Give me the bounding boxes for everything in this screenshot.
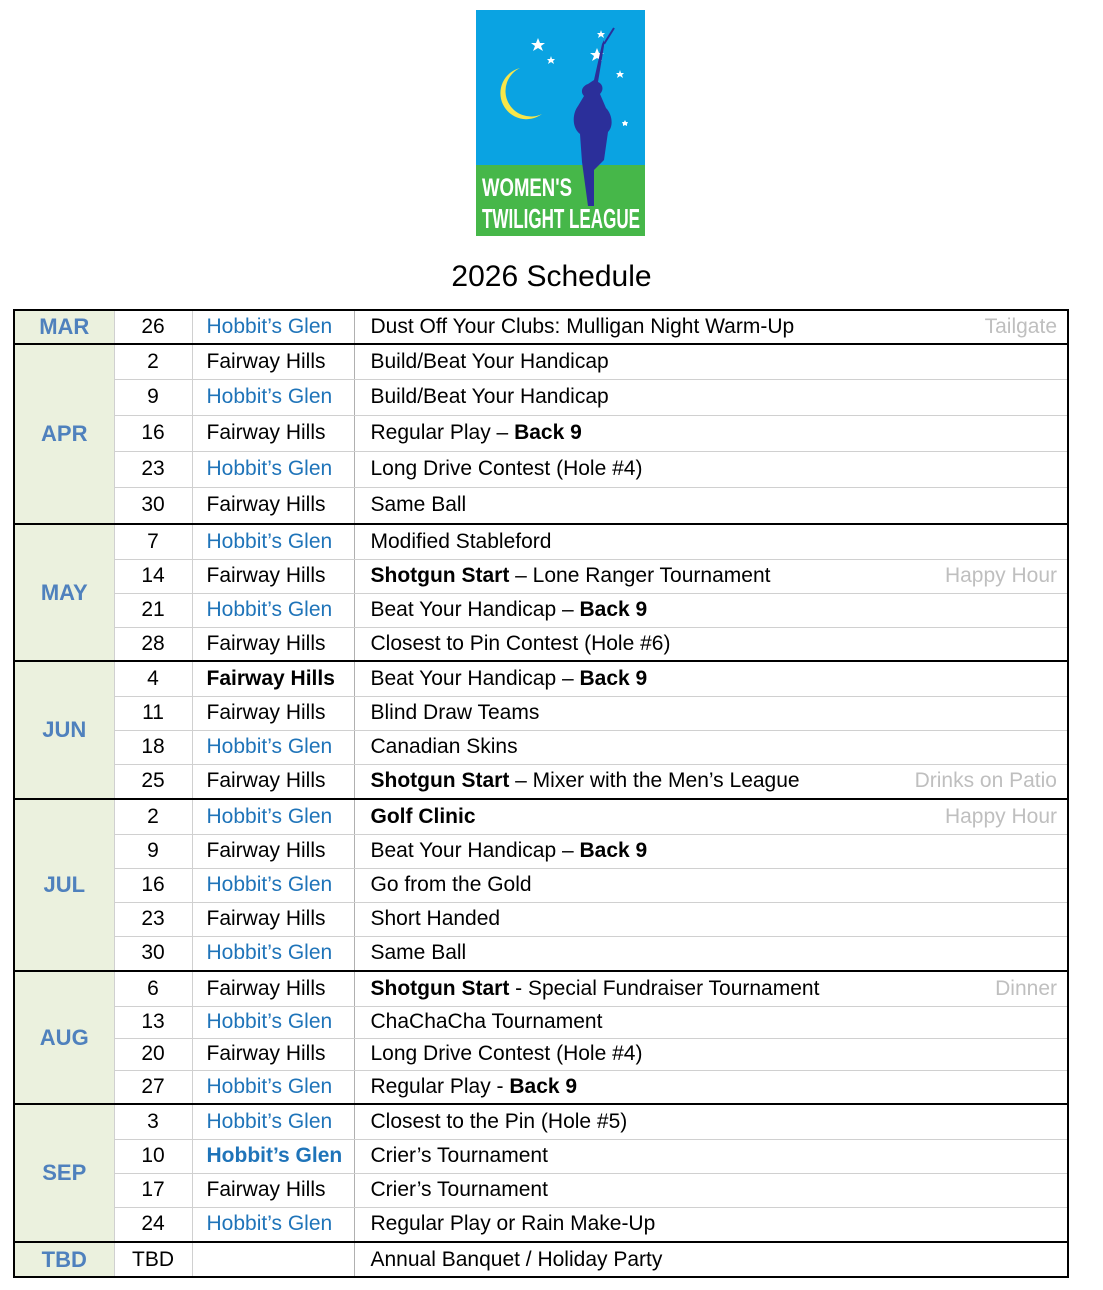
course-cell: Fairway Hills <box>192 344 354 379</box>
schedule-row <box>14 730 1068 764</box>
event-cell <box>354 487 1068 524</box>
event-text: Crier’s Tournament <box>370 1144 548 1167</box>
schedule-row <box>14 696 1068 730</box>
month-label: TBD <box>14 1242 114 1277</box>
schedule-row <box>14 559 1068 593</box>
course-cell: Hobbit’s Glen <box>192 868 354 902</box>
event-text: Short Handed <box>370 907 501 930</box>
event-cell <box>354 524 1068 559</box>
social-note: Happy Hour <box>944 804 1057 828</box>
course-cell: Hobbit’s Glen <box>192 379 354 415</box>
schedule-row <box>14 834 1068 868</box>
event-text: Same Ball <box>370 941 467 965</box>
course-cell: Hobbit’s Glen <box>192 1139 354 1173</box>
event-text: Closest to the Pin (Hole #5) <box>370 1109 628 1133</box>
course-cell: Hobbit’s Glen <box>192 730 354 764</box>
event-text: Beat Your Handicap – <box>370 839 580 862</box>
day-cell: 18 <box>114 730 192 764</box>
month-label: JUL <box>14 799 114 971</box>
course-cell: Fairway Hills <box>192 902 354 936</box>
event-text: Regular Play - <box>370 1074 510 1098</box>
league-logo <box>476 10 645 236</box>
day-cell: 30 <box>114 936 192 971</box>
event-text: Modified Stableford <box>370 529 552 553</box>
event-cell <box>354 971 1068 1006</box>
course-cell: Fairway Hills <box>192 696 354 730</box>
event-text: Blind Draw Teams <box>370 701 540 724</box>
schedule-row <box>14 868 1068 902</box>
day-cell: 3 <box>114 1104 192 1139</box>
logo-text-line1: WOMEN'S <box>482 174 572 202</box>
event-cell <box>354 1139 1068 1173</box>
event-text-bold: Back 9 <box>509 1074 578 1098</box>
event-text-bold: Back 9 <box>579 839 648 862</box>
event-cell <box>354 379 1068 415</box>
course-cell: Hobbit’s Glen <box>192 936 354 971</box>
event-text: - Special Fundraiser Tournament <box>509 976 820 1000</box>
event-cell <box>354 936 1068 971</box>
day-cell: 26 <box>114 310 192 344</box>
event-text-bold: Back 9 <box>514 421 582 444</box>
event-text: Build/Beat Your Handicap <box>370 349 609 373</box>
schedule-row <box>14 344 1068 379</box>
event-cell <box>354 661 1068 696</box>
course-cell: Hobbit’s Glen <box>192 1070 354 1104</box>
day-cell: 6 <box>114 971 192 1006</box>
course-cell: Hobbit’s Glen <box>192 1207 354 1242</box>
day-cell: 17 <box>114 1173 192 1207</box>
logo-text-line2: TWILIGHT LEAGUE <box>482 203 640 234</box>
course-cell: Fairway Hills <box>192 415 354 451</box>
course-cell: Fairway Hills <box>192 834 354 868</box>
schedule-row <box>14 799 1068 834</box>
event-text: Crier’s Tournament <box>370 1178 548 1201</box>
event-text: – Mixer with the Men’s League <box>509 769 800 793</box>
schedule-row <box>14 627 1068 661</box>
event-text-bold: Shotgun Start <box>370 769 510 793</box>
day-cell: 30 <box>114 487 192 524</box>
day-cell: TBD <box>114 1242 192 1277</box>
course-cell: Hobbit’s Glen <box>192 451 354 487</box>
course-cell: Hobbit’s Glen <box>192 310 354 344</box>
day-cell: 9 <box>114 379 192 415</box>
schedule-row <box>14 1139 1068 1173</box>
event-cell <box>354 559 1068 593</box>
social-note: Tailgate <box>984 315 1057 338</box>
social-note: Dinner <box>995 976 1057 1000</box>
event-text-bold: Shotgun Start <box>370 564 510 587</box>
course-cell: Hobbit’s Glen <box>192 593 354 627</box>
event-text: Dust Off Your Clubs: Mulligan Night Warm-Up <box>370 315 795 338</box>
event-text: Beat Your Handicap – <box>370 598 580 621</box>
event-cell <box>354 834 1068 868</box>
course-cell: Fairway Hills <box>192 1173 354 1207</box>
day-cell: 11 <box>114 696 192 730</box>
day-cell: 13 <box>114 1006 192 1038</box>
schedule-row <box>14 524 1068 559</box>
event-cell <box>354 1104 1068 1139</box>
schedule-body <box>14 310 1068 1277</box>
course-cell: Fairway Hills <box>192 661 354 696</box>
event-text: Regular Play – <box>370 421 515 444</box>
event-cell <box>354 344 1068 379</box>
course-cell: Hobbit’s Glen <box>192 1104 354 1139</box>
event-text: Long Drive Contest (Hole #4) <box>370 1042 643 1065</box>
schedule-row <box>14 415 1068 451</box>
event-cell <box>354 1038 1068 1070</box>
schedule-row <box>14 593 1068 627</box>
event-cell <box>354 799 1068 834</box>
event-text: Annual Banquet / Holiday Party <box>370 1247 663 1271</box>
social-note: Happy Hour <box>944 564 1057 587</box>
course-cell <box>192 1242 354 1277</box>
day-cell: 20 <box>114 1038 192 1070</box>
day-cell: 2 <box>114 344 192 379</box>
schedule-row <box>14 1104 1068 1139</box>
schedule-row <box>14 1242 1068 1277</box>
day-cell: 25 <box>114 764 192 799</box>
event-cell <box>354 1006 1068 1038</box>
event-cell <box>354 1207 1068 1242</box>
month-label: MAY <box>14 524 114 661</box>
event-text: Closest to Pin Contest (Hole #6) <box>370 631 671 655</box>
event-text-bold: Shotgun Start <box>370 976 510 1000</box>
event-cell <box>354 902 1068 936</box>
schedule-row <box>14 902 1068 936</box>
event-text: – Lone Ranger Tournament <box>509 564 771 587</box>
page-title: 2026 Schedule <box>451 260 652 293</box>
event-cell <box>354 627 1068 661</box>
event-cell <box>354 451 1068 487</box>
day-cell: 16 <box>114 415 192 451</box>
day-cell: 16 <box>114 868 192 902</box>
schedule-row <box>14 971 1068 1006</box>
event-text: Build/Beat Your Handicap <box>370 385 609 408</box>
course-cell: Hobbit’s Glen <box>192 524 354 559</box>
course-cell: Fairway Hills <box>192 559 354 593</box>
course-cell: Fairway Hills <box>192 1038 354 1070</box>
event-cell <box>354 696 1068 730</box>
schedule-row <box>14 1038 1068 1070</box>
day-cell: 27 <box>114 1070 192 1104</box>
event-text: Regular Play or Rain Make-Up <box>370 1212 656 1236</box>
day-cell: 24 <box>114 1207 192 1242</box>
event-text: Canadian Skins <box>370 735 518 758</box>
event-cell <box>354 1173 1068 1207</box>
schedule-row <box>14 1006 1068 1038</box>
event-text: Beat Your Handicap – <box>370 666 580 690</box>
day-cell: 21 <box>114 593 192 627</box>
month-label: MAR <box>14 310 114 344</box>
event-text: Same Ball <box>370 493 467 517</box>
event-text: Long Drive Contest (Hole #4) <box>370 457 643 480</box>
month-label: AUG <box>14 971 114 1104</box>
event-cell <box>354 868 1068 902</box>
event-cell <box>354 730 1068 764</box>
social-note: Drinks on Patio <box>914 769 1057 793</box>
schedule-row <box>14 1207 1068 1242</box>
day-cell: 23 <box>114 451 192 487</box>
month-label: JUN <box>14 661 114 799</box>
month-label: APR <box>14 344 114 524</box>
course-cell: Fairway Hills <box>192 627 354 661</box>
schedule-row <box>14 487 1068 524</box>
event-cell <box>354 415 1068 451</box>
event-cell <box>354 593 1068 627</box>
schedule-row <box>14 1070 1068 1104</box>
schedule-row <box>14 379 1068 415</box>
event-text-bold: Back 9 <box>579 666 648 690</box>
day-cell: 10 <box>114 1139 192 1173</box>
event-text: Go from the Gold <box>370 873 532 896</box>
day-cell: 28 <box>114 627 192 661</box>
day-cell: 7 <box>114 524 192 559</box>
course-cell: Fairway Hills <box>192 764 354 799</box>
schedule-row <box>14 451 1068 487</box>
course-cell: Hobbit’s Glen <box>192 1006 354 1038</box>
event-cell <box>354 1070 1068 1104</box>
schedule-table <box>13 309 1069 1278</box>
day-cell: 9 <box>114 834 192 868</box>
schedule-row <box>14 936 1068 971</box>
event-cell <box>354 310 1068 344</box>
schedule-row <box>14 310 1068 344</box>
day-cell: 4 <box>114 661 192 696</box>
schedule-row <box>14 661 1068 696</box>
course-cell: Fairway Hills <box>192 971 354 1006</box>
day-cell: 23 <box>114 902 192 936</box>
course-cell: Hobbit’s Glen <box>192 799 354 834</box>
day-cell: 2 <box>114 799 192 834</box>
schedule-row <box>14 764 1068 799</box>
event-cell <box>354 1242 1068 1277</box>
schedule-row <box>14 1173 1068 1207</box>
event-cell <box>354 764 1068 799</box>
event-text-bold: Golf Clinic <box>370 804 476 828</box>
event-text-bold: Back 9 <box>579 598 648 621</box>
day-cell: 14 <box>114 559 192 593</box>
month-label: SEP <box>14 1104 114 1242</box>
event-text: ChaChaCha Tournament <box>370 1010 603 1033</box>
course-cell: Fairway Hills <box>192 487 354 524</box>
